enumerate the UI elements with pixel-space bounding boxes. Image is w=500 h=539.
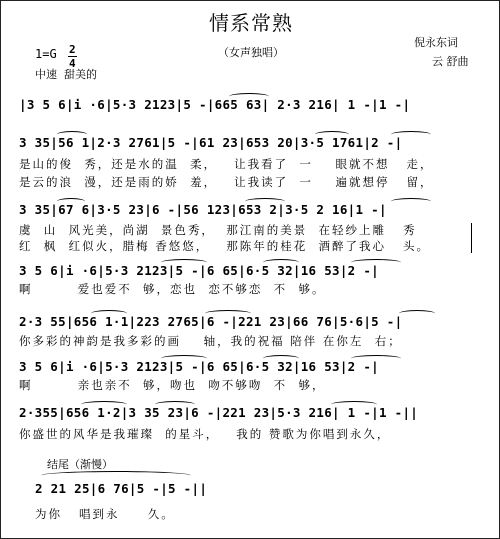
lyric-line-7: 你盛世的风华是我璀璨 的星斗， 我的 赞歌为你唱到永久， [19,427,391,441]
key-signature: 1=G [35,47,57,61]
slur [81,401,127,408]
tempo-marking: 中速 甜美的 [35,68,97,81]
ending-annotation: 结尾（渐慢） [47,458,113,471]
slur [263,259,299,266]
slur [205,310,251,317]
slur [315,131,349,138]
composer-credit: 云 舒曲 [432,55,469,68]
slur [57,131,87,138]
lyric-line-5: 你多彩的神韵是我多彩的画 轴，我的祝福 陪伴 在你左 右； [19,334,402,348]
slur [57,198,85,205]
time-signature-bottom: 4 [69,57,76,70]
slur [399,310,435,317]
ending-slur [41,471,191,480]
slur [331,401,377,408]
notation-line-8: 2 21 25|6 76|5 -|5 -|| [35,481,208,496]
lyricist-credit: 倪永东词 [414,36,458,49]
slur [155,401,195,408]
slur [91,310,127,317]
notation-line-3: 3 35|67 6|3·5 23|6 -|56 123|653 2|3·5 2 16|1 -| [19,202,387,217]
repeat-bracket [471,223,472,253]
slur [161,259,207,266]
lyric-line-2-verse-1: 是山的俊 秀，还是水的温 柔， 让我看了 一 眼就不想 走， [19,157,434,171]
slur [391,131,431,138]
song-title: 情系常熟 [209,11,293,35]
lyric-line-4: 啊 爱也爱不 够，恋也 恋不够恋 不 够。 [19,282,326,296]
notation-line-1: |3 5 6|i ·6|5·3 2123|5 -|665 63| 2·3 216| 1 -|1 -| [19,97,411,112]
notation-line-4: 3 5 6|i ·6|5·3 2123|5 -|6 65|6·5 32|16 53|2 -| [19,263,379,278]
lyric-line-3-verse-2: 红 枫 红似火，腊梅 香悠悠， 那陈年的桂花 酒醉了我心 头。 [19,239,431,253]
slur [245,198,285,205]
notation-line-7: 2·355|656 1·2|3 35 23|6 -|221 23|5·3 216| 1 -|1 -|| [19,405,419,420]
notation-line-2: 3 35|56 1|2·3 2761|5 -|61 23|653 20|3·5 1761|2 -| [19,135,403,150]
slur [161,355,207,362]
lyric-line-3-verse-1: 虞 山 风光美，尚湖 景色秀， 那江南的美景 在轻纱上雕 秀 [19,223,417,237]
notation-line-5: 2·3 55|656 1·1|223 2765|6 -|221 23|66 76|5·6|5 -| [19,314,403,329]
lyric-line-6: 啊 亲也亲不 够，吻也 吻不够吻 不 够， [19,378,326,392]
slur [351,355,401,362]
slur [229,93,269,100]
lyric-line-8: 为你 唱到永 久。 [35,507,175,521]
time-signature-top: 2 [69,43,76,56]
slur [391,198,431,205]
slur [263,355,299,362]
notation-line-6: 3 5 6|i ·6|5·3 2123|5 -|6 65|6·5 32|16 53|2 -| [19,359,379,374]
slur [351,259,401,266]
song-subtitle: （女声独唱） [218,46,284,59]
lyric-line-2-verse-2: 是云的浪 漫，还是雨的娇 羞， 让我读了 一 遍就想停 留， [19,175,434,189]
